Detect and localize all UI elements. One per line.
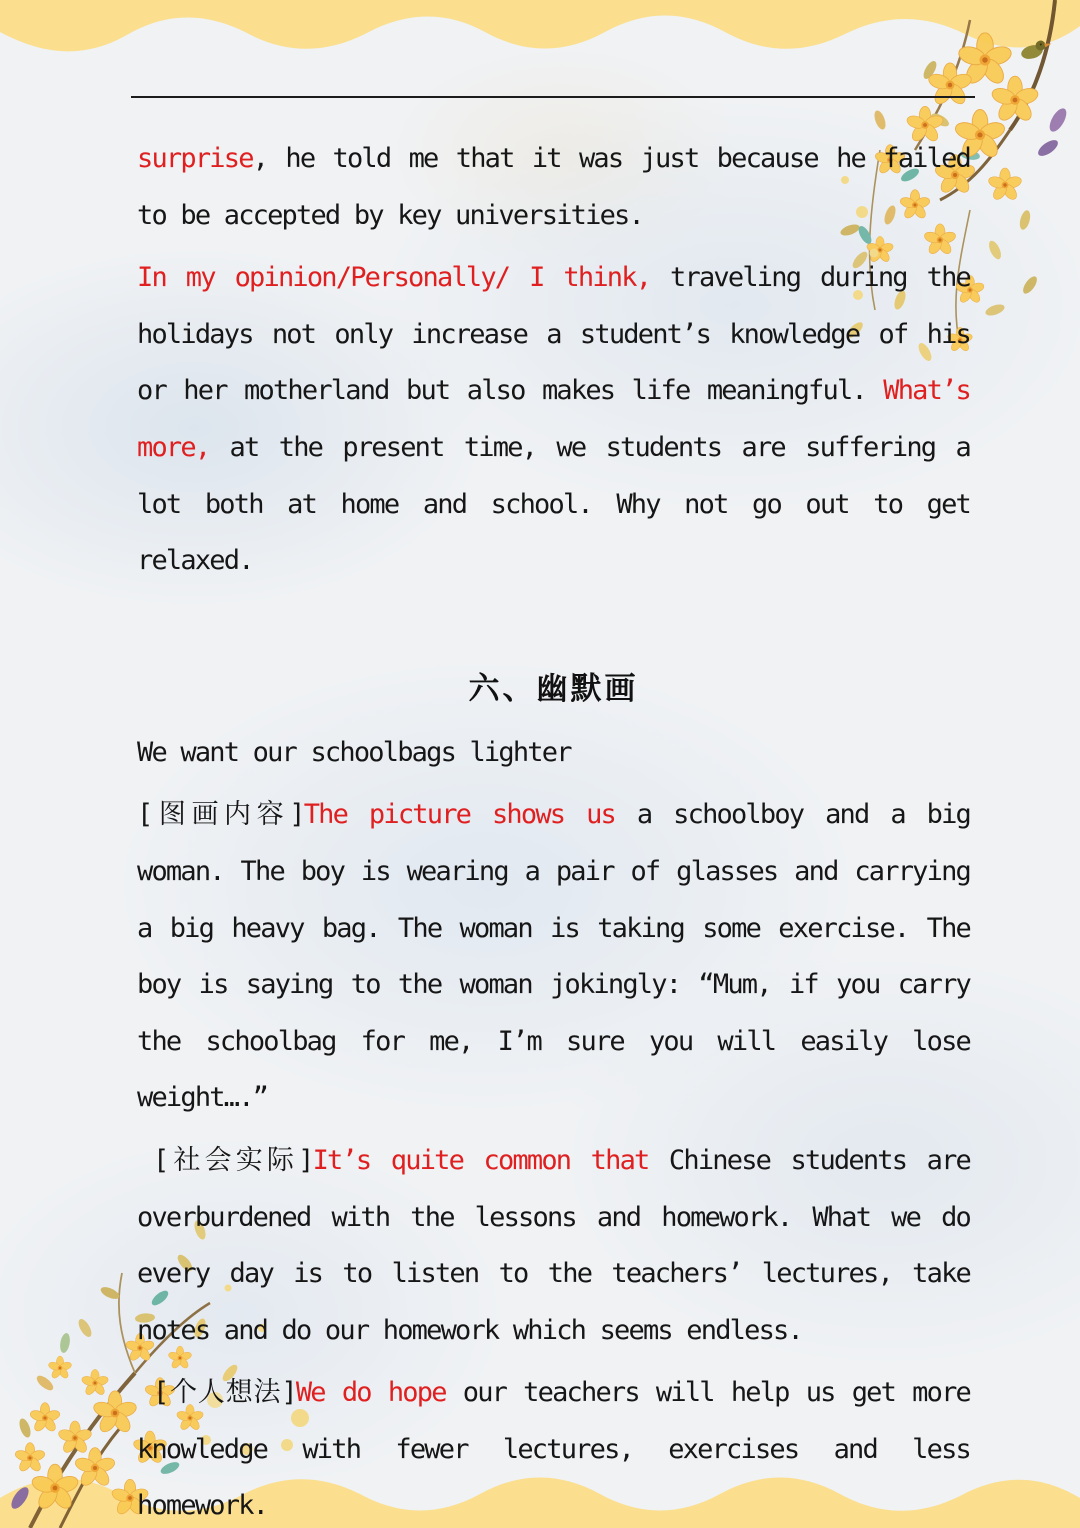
paragraph xyxy=(137,1365,970,1528)
text-segment: We want our schoolbags lighter xyxy=(137,736,571,768)
highlight-red: The picture shows us xyxy=(303,799,615,831)
text-segment: Chinese students are overburdened with the lessons and homework. What we do every day is to listen to the teachers’ lectures, take notes and do our homework which seems endless. xyxy=(137,1144,970,1346)
paragraph xyxy=(137,725,970,782)
highlight-red: surprise xyxy=(137,143,253,174)
header-rule xyxy=(131,96,975,98)
text-segment: traveling during the holidays not only increase a student’s knowledge of his or her motherland but also makes life meaningful. xyxy=(137,262,970,407)
highlight-red: In my opinion/Personally/ I think, xyxy=(137,262,651,294)
text-segment: at the present time, we students are suffering a lot both at home and school. Why not go out to get relaxed. xyxy=(137,431,970,577)
text-segment: [社会实际] xyxy=(153,1144,313,1176)
document-content xyxy=(137,131,970,1528)
text-segment: our teachers will help us get more knowledge with fewer lectures, exercises and less homework. xyxy=(137,1377,970,1522)
text-segment: a schoolboy and a big woman. The boy is wearing a pair of glasses and carrying a big heavy bag. The woman is taking some exercise. The boy is saying to the woman jokingly: “Mum, if you carry the schoolbag for me, I’m sure you will easily lose weight….” xyxy=(137,799,970,1114)
text-segment: [图画内容] xyxy=(137,799,304,831)
highlight-red: What’s more, xyxy=(137,375,970,463)
text-segment: , he told me that it was just because he failed to be accepted by key universities. xyxy=(137,143,970,231)
highlight-red: We do hope xyxy=(295,1377,446,1409)
highlight-red: It’s quite common that xyxy=(312,1144,649,1176)
paragraph xyxy=(137,787,970,1127)
paragraph xyxy=(137,1133,970,1359)
paragraph xyxy=(137,250,970,590)
section-heading: 六、幽默画 xyxy=(468,670,639,707)
paragraph xyxy=(137,131,970,244)
text-segment: [个人想法] xyxy=(153,1377,296,1409)
